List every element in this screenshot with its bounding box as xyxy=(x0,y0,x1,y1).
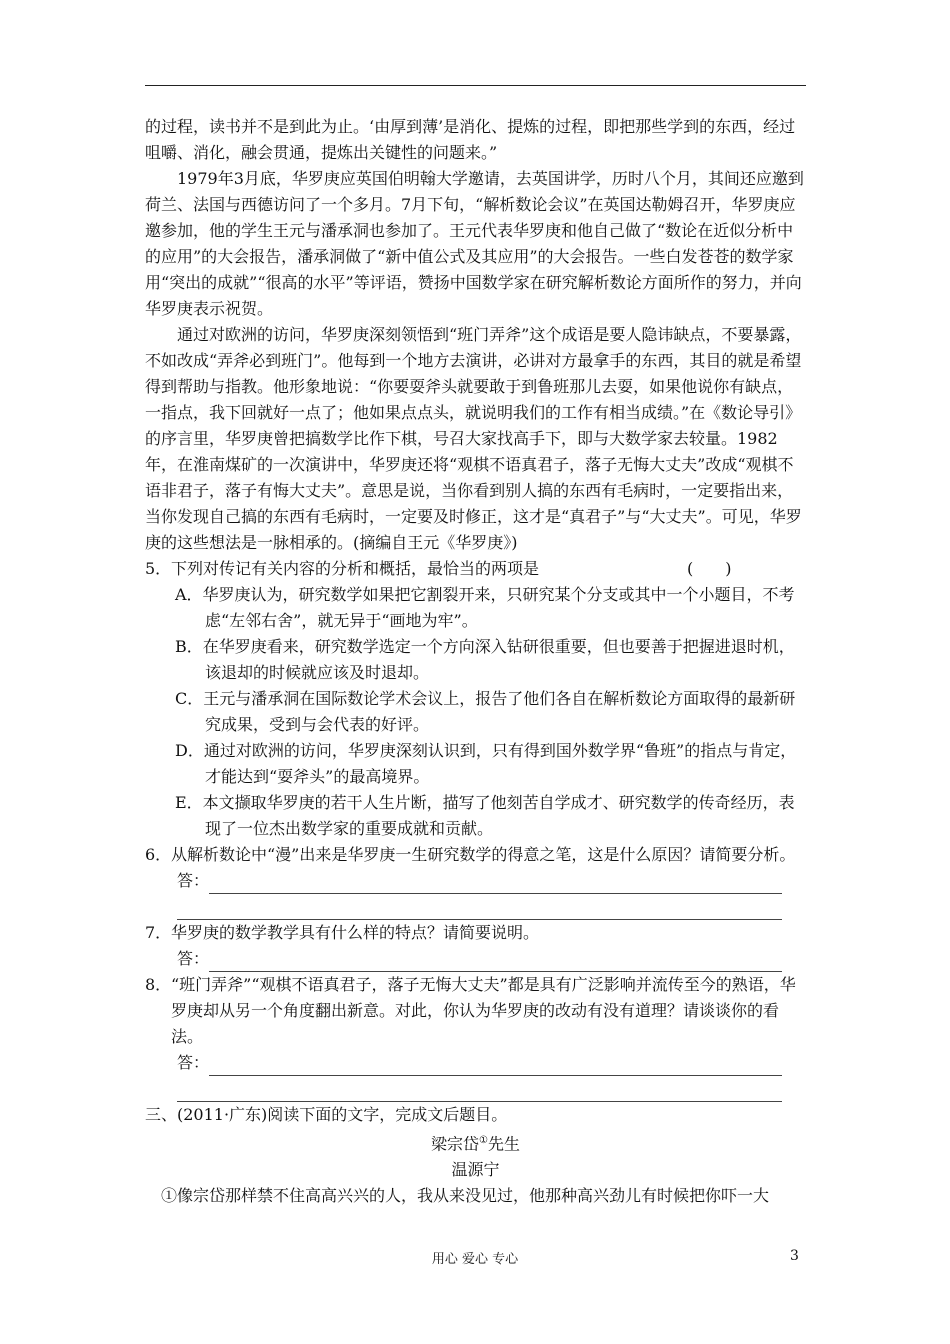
question-text: 下列对传记有关内容的分析和概括，最恰当的两项是 xyxy=(171,559,540,578)
question-5 xyxy=(145,556,806,582)
question-number: 7． xyxy=(145,923,172,942)
answer-underline xyxy=(209,875,782,894)
paragraph-europe-visit: 通过对欧洲的访问，华罗庚深刻领悟到“班门弄斧”这个成语是要人隐讳缺点，不要暴露，不如改成“弄斧必到班门”。他每到一个地方去演讲，必讲对方最拿手的东西，其目的就是希望得到帮助与指教。他形象地说：“你要耍斧头就要敢于到鲁班那儿去耍，如果他说你有缺点，一指点，我下回就好一点了；他如果点点头，就说明我们的工作有相当成绩。”在《数论导引》的序言里，华罗庚曾把搞数学比作下棋，号召大家找高手下，即与大数学家去较量。1982年，在淮南煤矿的一次演讲中，华罗庚还将“观棋不语真君子，落子无悔大丈夫”改成“观棋不语非君子，落子有悔大丈夫”。意思是说，当你看到别人搞的东西有毛病时，一定要指出来，当你发现自己搞的东西有毛病时，一定要及时修正，这才是“真君子”与“大丈夫”。可见，华罗庚的这些想法是一脉相承的。(摘编自王元《华罗庚》) xyxy=(145,325,802,552)
answer-label: 答： xyxy=(177,1053,210,1072)
question-7 xyxy=(145,920,806,946)
answer-label: 答： xyxy=(177,949,210,968)
answer-line-q8-extra[interactable] xyxy=(177,1076,782,1102)
page-number: 3 xyxy=(790,1248,799,1264)
answer-underline xyxy=(209,953,782,972)
question-text: “班门弄斧”“观棋不语真君子，落子无悔大丈夫”都是具有广泛影响并流传至今的熟语，华罗庚却从另一个角度翻出新意。对此，你认为华罗庚的改动有没有道理？请谈谈你的看法。 xyxy=(171,975,796,1046)
answer-paren: ( ) xyxy=(687,559,732,578)
question-8 xyxy=(145,972,806,1050)
page-footer: 用心 爱心 专心 xyxy=(431,1252,519,1267)
paragraph-1979-visit: 1979年3月底，华罗庚应英国伯明翰大学邀请，去英国讲学，历时八个月，其间还应邀到荷兰、法国与西德访问了一个多月。7月下旬，“解析数论会议”在英国达勒姆召开，华罗庚应邀参加，他的学生王元与潘承洞也参加了。王元代表华罗庚和他自己做了“数论在近似分析中的应用”的大会报告，潘承洞做了“新中值公式及其应用”的大会报告。一些白发苍苍的数学家用“突出的成就”“很高的水平”等评语，赞扬中国数学家在研究解析数论方面所作的努力，并向华罗庚表示祝贺。 xyxy=(145,169,804,318)
article-first-line: ①像宗岱那样禁不住高高兴兴的人，我从来没见过，他那种高兴劲儿有时候把你吓一大 xyxy=(161,1186,770,1206)
article-title: 梁宗岱①先生 xyxy=(431,1134,520,1154)
answer-line-q6-extra[interactable] xyxy=(177,894,782,920)
answer-line-q7[interactable] xyxy=(177,946,806,972)
question-number: 6． xyxy=(145,845,172,864)
option-c: C．王元与潘承洞在国际数论学术会议上，报告了他们各自在解析数论方面取得的最新研究成果，受到与会代表的好评。 xyxy=(175,689,796,734)
question-number: 8． xyxy=(145,975,172,994)
answer-line-q6[interactable] xyxy=(177,868,806,894)
paragraph-continued: 的过程，读书并不是到此为止。‘由厚到薄’是消化、提炼的过程，即把那些学到的东西，经过咀嚼、消化，融会贯通，提炼出关键性的问题来。” xyxy=(145,117,796,162)
option-e: E．本文撷取华罗庚的若干人生片断，描写了他刻苦自学成才、研究数学的传奇经历，表现了一位杰出数学家的重要成就和贡献。 xyxy=(175,793,795,838)
question-number: 5． xyxy=(145,559,172,578)
header-rule xyxy=(145,85,806,86)
question-6 xyxy=(145,842,806,868)
answer-label: 答： xyxy=(177,871,210,890)
option-b: B．在华罗庚看来，研究数学选定一个方向深入钻研很重要，但也要善于把握进退时机，该退却的时候就应该及时退却。 xyxy=(175,637,795,682)
footnote-marker: ① xyxy=(479,1135,488,1146)
option-d: D．通过对欧洲的访问，华罗庚深刻认识到，只有得到国外数学界“鲁班”的指点与肯定，才能达到“耍斧头”的最高境界。 xyxy=(175,741,797,786)
page-content xyxy=(145,114,806,1209)
answer-line-q8[interactable] xyxy=(177,1050,806,1076)
answer-underline xyxy=(209,1057,782,1076)
question-text: 华罗庚的数学教学具有什么样的特点？请简要说明。 xyxy=(171,923,540,942)
section-3-heading: 三、(2011·广东)阅读下面的文字，完成文后题目。 xyxy=(145,1105,508,1124)
article-author: 温源宁 xyxy=(451,1160,500,1180)
question-text: 从解析数论中“漫”出来是华罗庚一生研究数学的得意之笔，这是什么原因？请简要分析。 xyxy=(171,845,796,864)
option-a: A．华罗庚认为，研究数学如果把它割裂开来，只研究某个分支或其中一个小题目，不考虑“左邻右舍”，就无异于“画地为牢”。 xyxy=(175,585,795,630)
